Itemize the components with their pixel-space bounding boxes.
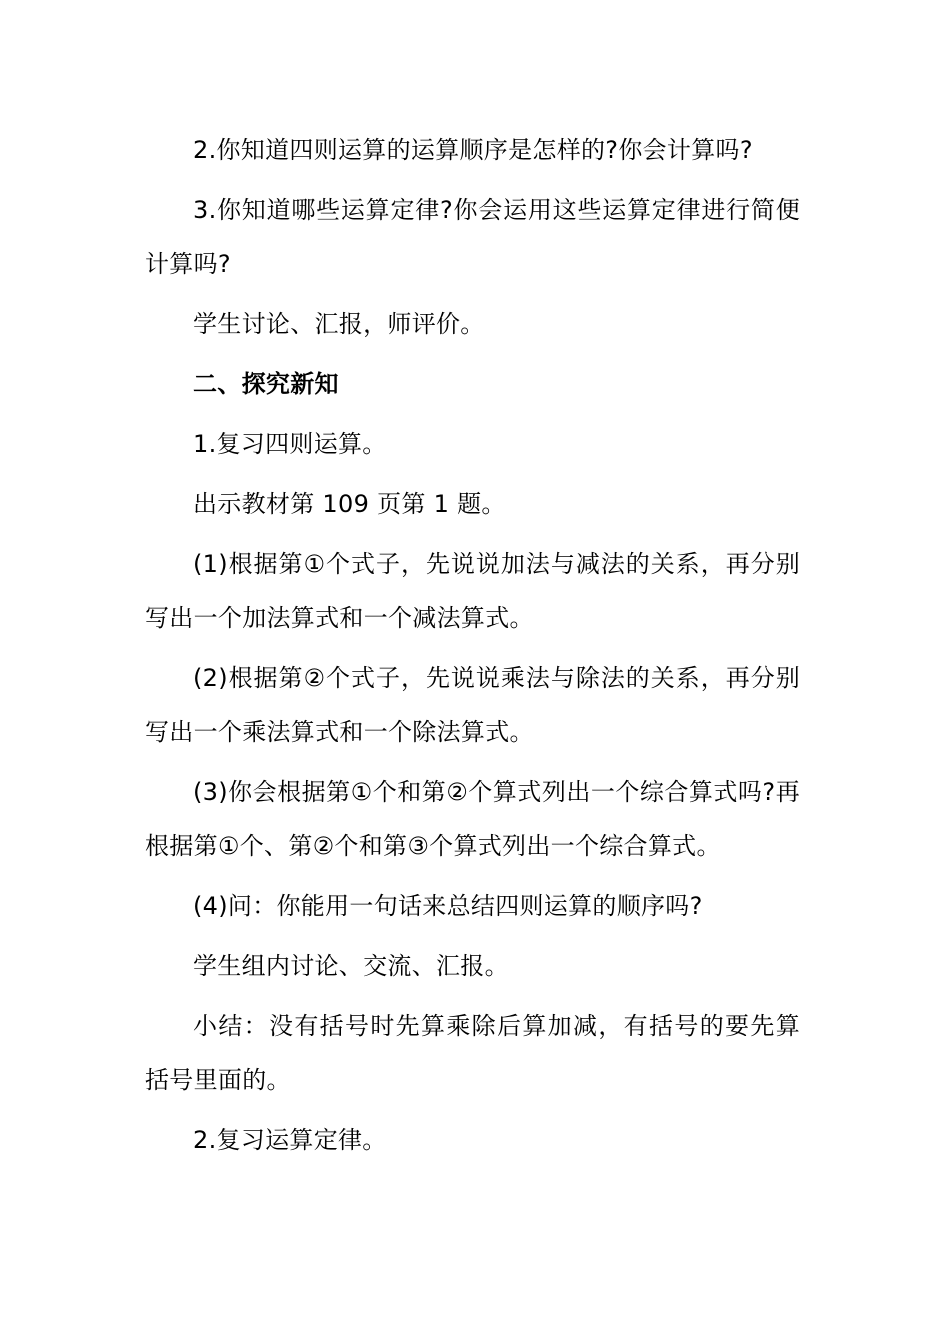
document-page: [145, 123, 800, 1173]
section-heading: 二、探究新知: [193, 370, 339, 398]
item-2: (2)根据第②个式子，先说说乘法与除法的关系，再分别写出一个乘法算式和一个除法算式。: [145, 664, 800, 746]
item-1: (1)根据第①个式子，先说说加法与减法的关系，再分别写出一个加法算式和一个减法算式。: [145, 550, 800, 632]
question-2: 2.你知道四则运算的运算顺序是怎样的?你会计算吗?: [193, 136, 753, 164]
item-4: (4)问：你能用一句话来总结四则运算的顺序吗?: [193, 892, 703, 920]
question-3: 3.你知道哪些运算定律?你会运用这些运算定律进行简便计算吗?: [145, 196, 800, 278]
textbook-reference: 出示教材第 109 页第 1 题。: [193, 490, 506, 518]
discussion-paragraph: 学生讨论、汇报，师评价。: [193, 310, 485, 338]
review-laws-heading: 2.复习运算定律。: [193, 1126, 387, 1154]
summary-paragraph: 小结：没有括号时先算乘除后算加减，有括号的要先算括号里面的。: [145, 1012, 800, 1094]
review-arithmetic-heading: 1.复习四则运算。: [193, 430, 387, 458]
item-3: (3)你会根据第①个和第②个算式列出一个综合算式吗?再根据第①个、第②个和第③个算式列出一个综合算式。: [145, 778, 800, 860]
group-discussion: 学生组内讨论、交流、汇报。: [193, 952, 509, 980]
